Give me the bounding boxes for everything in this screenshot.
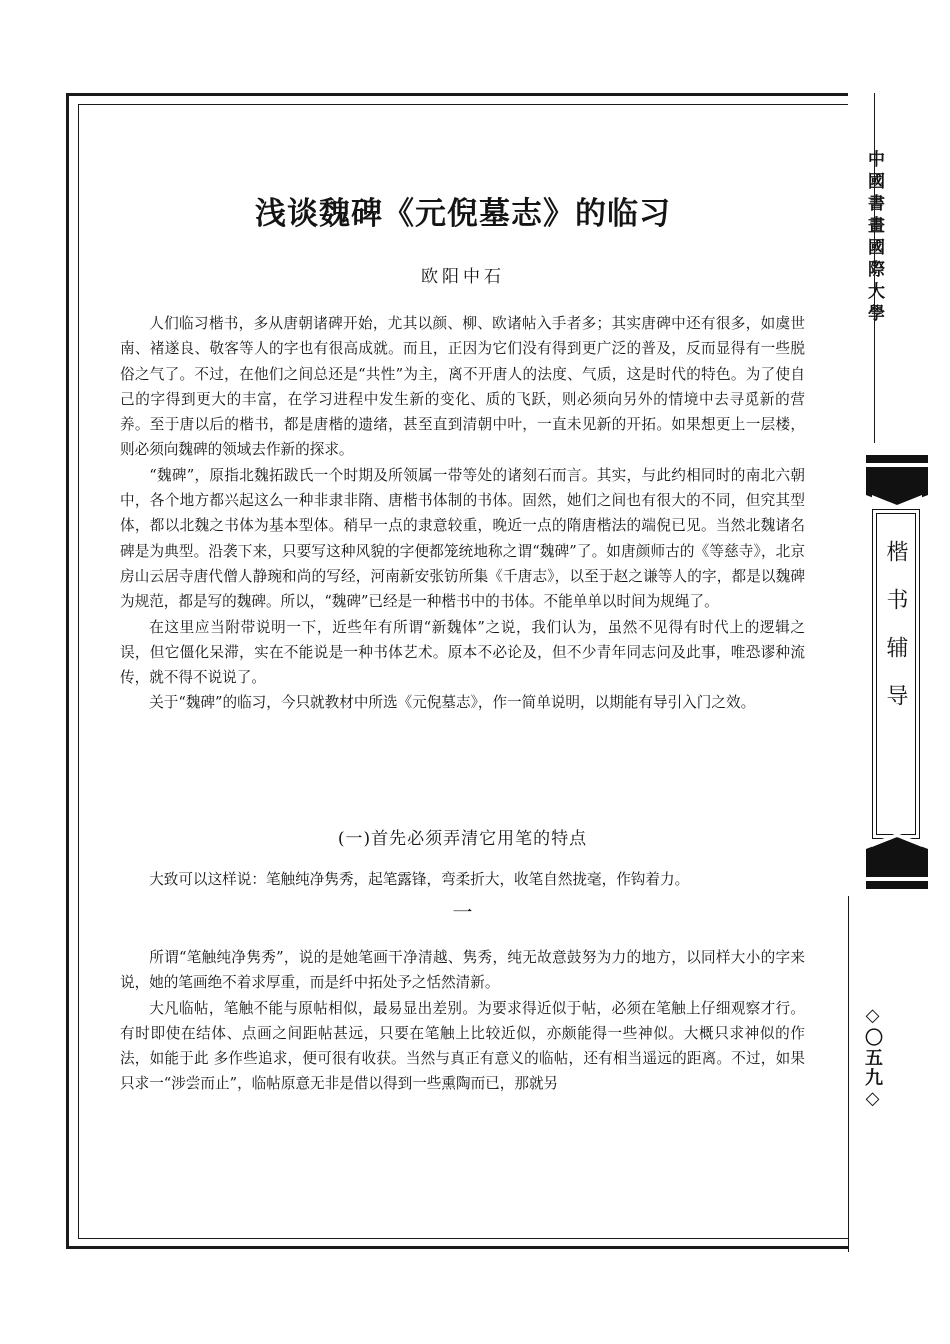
section-heading: (一)首先必须弄清它用笔的特点 xyxy=(337,829,588,849)
paragraph: 人们临习楷书，多从唐朝诸碑开始，尤其以颜、柳、欧诸帖入手者多；其实唐碑中还有很多，如虞世南、褚遂良、敬客等人的字也有很高成就。而且，正因为它们没有得到更广泛的普及，反而显得有一些脱俗之气了。不过，在他们之间总还是“共性”为主，离不开唐人的法度、气质，这是时代的特色。为了使自己的字得到更大的丰富，在学习进程中发生新的变化、质的飞跃，则必须向另外的情境中去寻觅新的营养。至于唐以后的楷书，都是唐楷的遗绪，甚至直到清朝中叶，一直未见新的开拓。如果想更上一层楼，则必须向魏碑的领域去作新的探求。 xyxy=(120,315,805,459)
paragraph: 大凡临帖，笔触不能与原帖相似，最易显出差别。为要求得近似于帖，必须在笔触上仔细观察才行。有时即使在结体、点画之间距帖甚远，只要在笔触上比较近似，亦颇能得一些神似。大概只求神似的作法，如能于此 多作些追求，便可很有收获。当然与真正有意义的临帖，还有相当遥远的距离。不过，如果只求一“涉尝而止”，临帖原意无非是借以得到一些熏陶而已，那就另 xyxy=(120,999,805,1093)
category-label: 楷书辅导 xyxy=(883,540,908,732)
intro-section xyxy=(120,311,805,716)
page-number: ◇〇五九◇ xyxy=(862,1005,883,1111)
margin-rule-bottom xyxy=(848,896,849,1252)
banner-top-ornament xyxy=(866,455,928,511)
paragraph: 关于“魏碑”的临习，今只就教材中所选《元倪墓志》，作一简单说明，以期能有导引入门之效。 xyxy=(149,694,756,712)
subsection-numeral: 一 xyxy=(452,900,473,924)
paragraph: 所谓“笔触纯净隽秀”，说的是她笔画干净清越、隽秀，纯无故意鼓努为力的地方，以同样大小的字来说，她的笔画绝不着求厚重，而是纤中拓处予之恬然清新。 xyxy=(120,949,805,992)
section-summary: 大致可以这样说：笔触纯净隽秀，起笔露锋，弯柔折大，收笔自然拢毫，作钩着力。 xyxy=(149,871,690,888)
main-section xyxy=(120,945,805,1097)
banner-bottom-ornament xyxy=(866,833,928,889)
article-author: 欧阳中石 xyxy=(421,267,505,287)
paragraph: 在这里应当附带说明一下，近些年有所谓“新魏体”之说，我们认为，虽然不见得有时代上的逻辑之误，但它僵化呆滞，实在不能说是一种书体艺术。原本不必论及，但不少青年同志问及此事，唯恐谬种流传，就不得不说说了。 xyxy=(120,618,805,687)
school-name: 中國書畫國際大學 xyxy=(864,150,884,326)
paragraph: “魏碑”，原指北魏拓跋氏一个时期及所领属一带等处的诸刻石而言。其实，与此约相同时的南北六朝中，各个地方都兴起这么一种非隶非隋、唐楷书体制的书体。固然，她们之间也有很大的不同，但究其型体，都以北魏之书体为基本型体。稍早一点的隶意较重，晚近一点的隋唐楷法的端倪已见。当然北魏诸名碑是为典型。沿袭下来，只要写这种风貌的字便都笼统地称之谓“魏碑”了。如唐颜师古的《等慈寺》，北京房山云居寺唐代僧人静琬和尚的写经，河南新安张钫所集《千唐志》，以至于赵之谦等人的字，都是以魏碑为规范，都是写的魏碑。所以，“魏碑”已经是一种楷书中的书体。不能单单以时间为规绳了。 xyxy=(120,466,805,611)
article-title: 浅谈魏碑《元倪墓志》的临习 xyxy=(255,196,671,232)
